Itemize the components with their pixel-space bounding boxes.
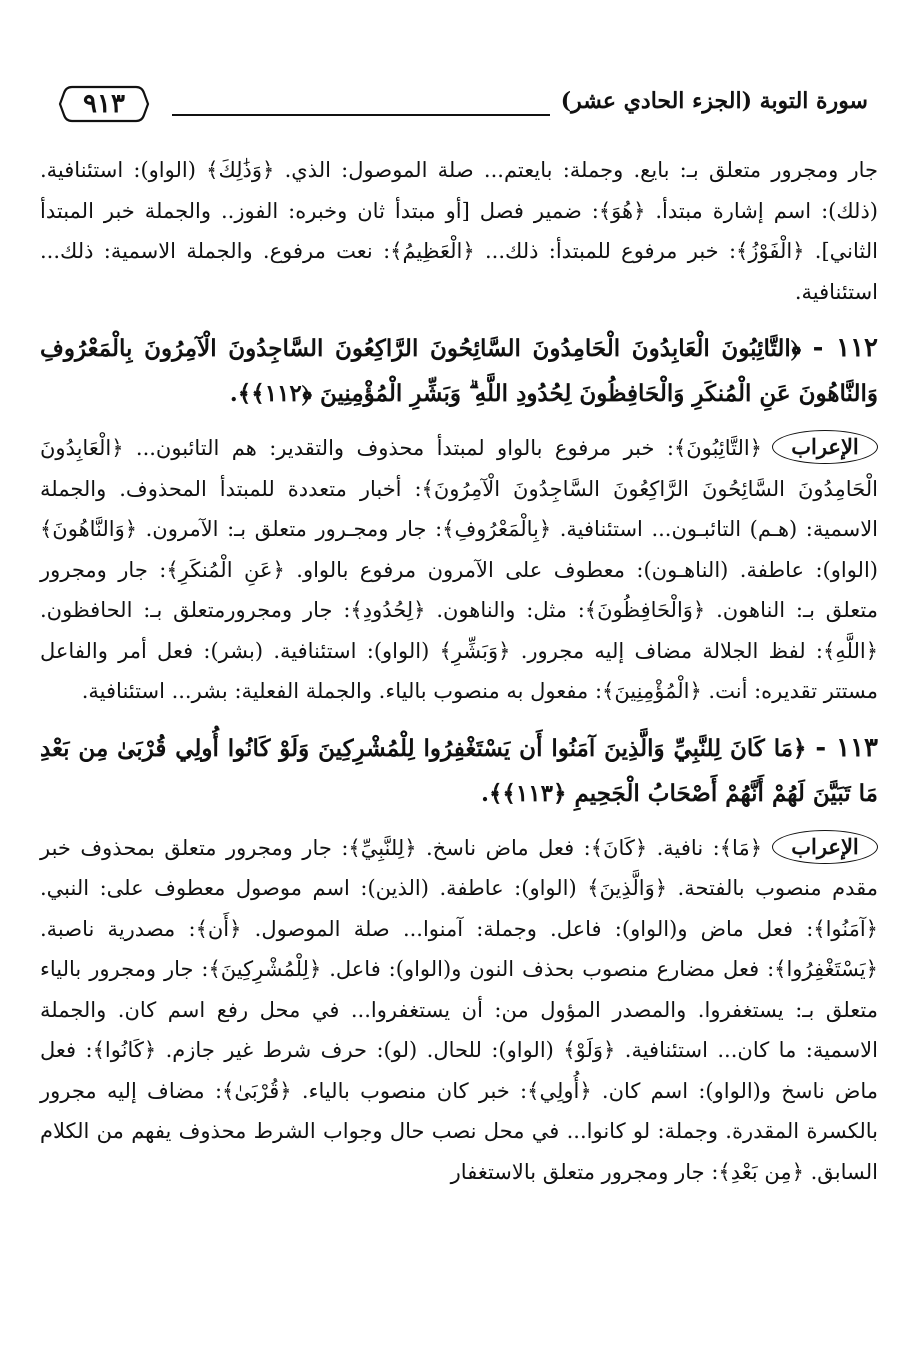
page-number-badge bbox=[58, 84, 150, 124]
verse-text: ﴿التَّائِبُونَ الْعَابِدُونَ الْحَامِدُونَ السَّائِحُونَ الرَّاكِعُونَ السَّاجِدُونَ الْآمِرُونَ بِالْمَعْرُوفِ وَالنَّاهُونَ عَنِ الْمُنكَرِ وَالْحَافِظُونَ لِحُدُودِ اللَّهِ ۗ وَبَشِّرِ الْمُؤْمِنِينَ ﴿١١٢﴾﴾. bbox=[40, 335, 878, 407]
verse-number: ١١٢ - bbox=[812, 333, 879, 363]
verse-112 bbox=[40, 326, 878, 416]
irab-label-badge: الإعراب bbox=[772, 830, 878, 864]
irab-paragraph-113: ﴿مَا﴾: نافية. ﴿كَانَ﴾: فعل ماض ناسخ. ﴿لِلنَّبِيِّ﴾: جار ومجرور متعلق بمحذوف خبر مقدم منصوب بالفتحة. ﴿وَالَّذِينَ﴾ (الواو): عاطفة. (الذين): اسم موصول معطوف على: النبي. ﴿آمَنُوا﴾: فعل ماض و(الواو): فاعل. وجملة: آمنوا... صلة الموصول. ﴿أَن﴾: مصدرية ناصبة. ﴿يَسْتَغْفِرُوا﴾: فعل مضارع منصوب بحذف النون و(الواو): فاعل. ﴿لِلْمُشْرِكِينَ﴾: جار ومجرور بالياء متعلق بـ: يستغفروا. والمصدر المؤول من: أن يستغفروا... في محل رفع اسم كان. والجملة الاسمية: ما كان... استئنافية. ﴿وَلَوْ﴾ (الواو): للحال. (لو): حرف شرط غير جازم. ﴿كَانُوا﴾: فعل ماض ناسخ و(الواو): اسم كان. ﴿أُولِي﴾: خبر كان منصوب بالياء. ﴿قُرْبَىٰ﴾: مضاف إليه مجرور بالكسرة المقدرة. وجملة: لو كانوا... في محل نصب حال وجواب الشرط محذوف يفهم من الكلام السابق. ﴿مِن بَعْدِ﴾: جار ومجرور متعلق بالاستغفار bbox=[40, 835, 878, 1184]
irab-paragraph-112: ﴿التَّائِبُونَ﴾: خبر مرفوع بالواو لمبتدأ محذوف والتقدير: هم التائبون... ﴿الْعَابِدُونَ الْحَامِدُونَ السَّائِحُونَ الرَّاكِعُونَ السَّاجِدُونَ الْآمِرُونَ﴾: أخبار متعددة للمبتدأ المحذوف. والجملة الاسمية: (هـم) التائبـون... استئنافية. ﴿بِالْمَعْرُوفِ﴾: جار ومجـرور متعلق بـ: الآمرون. ﴿وَالنَّاهُونَ﴾ (الواو): عاطفة. (الناهـون): معطوف على الآمرون مرفوع بالواو. ﴿عَنِ الْمُنكَرِ﴾: جار ومجرور متعلق بـ: الناهون. ﴿وَالْحَافِظُونَ﴾: مثل: والناهون. ﴿لِحُدُودِ﴾: جار ومجرورمتعلق بـ: الحافظون. ﴿اللَّهِ﴾: لفظ الجلالة مضاف إليه مجرور. ﴿وَبَشِّرِ﴾ (الواو): استئنافية. (بشر): فعل أمر والفاعل مستتر تقديره: أنت. ﴿الْمُؤْمِنِينَ﴾: مفعول به منصوب بالياء. والجملة الفعلية: بشر... استئنافية. bbox=[40, 436, 878, 703]
page-content bbox=[40, 150, 878, 1192]
verse-113 bbox=[40, 726, 878, 816]
verse-text: ﴿مَا كَانَ لِلنَّبِيِّ وَالَّذِينَ آمَنُوا أَن يَسْتَغْفِرُوا لِلْمُشْرِكِينَ وَلَوْ كَانُوا أُولِي قُرْبَىٰ مِن بَعْدِ مَا تَبَيَّنَ لَهُمْ أَنَّهُمْ أَصْحَابُ الْجَحِيمِ ﴿١١٣﴾﴾. bbox=[40, 734, 878, 807]
irab-label-badge: الإعراب bbox=[772, 430, 878, 464]
intro-paragraph: جار ومجرور متعلق بـ: بايع. وجملة: بايعتم... صلة الموصول: الذي. ﴿وَذَٰلِكَ﴾ (الواو): استئنافية. (ذلك): اسم إشارة مبتدأ. ﴿هُوَ﴾: ضمير فصل [أو مبتدأ ثان وخبره: الفوز.. والجملة خبر المبتدأ الثاني]. ﴿الْفَوْزُ﴾: خبر مرفوع للمبتدأ: ذلك... ﴿الْعَظِيمُ﴾: نعت مرفوع. والجملة الاسمية: ذلك... استئنافية. bbox=[40, 158, 878, 304]
page-number: ٩١٣ bbox=[83, 89, 125, 119]
verse-number: ١١٣ - bbox=[815, 732, 879, 763]
header-rule bbox=[172, 114, 550, 116]
page-header bbox=[58, 84, 868, 128]
page-title: سورة التوبة (الجزء الحادي عشر) bbox=[560, 88, 868, 114]
